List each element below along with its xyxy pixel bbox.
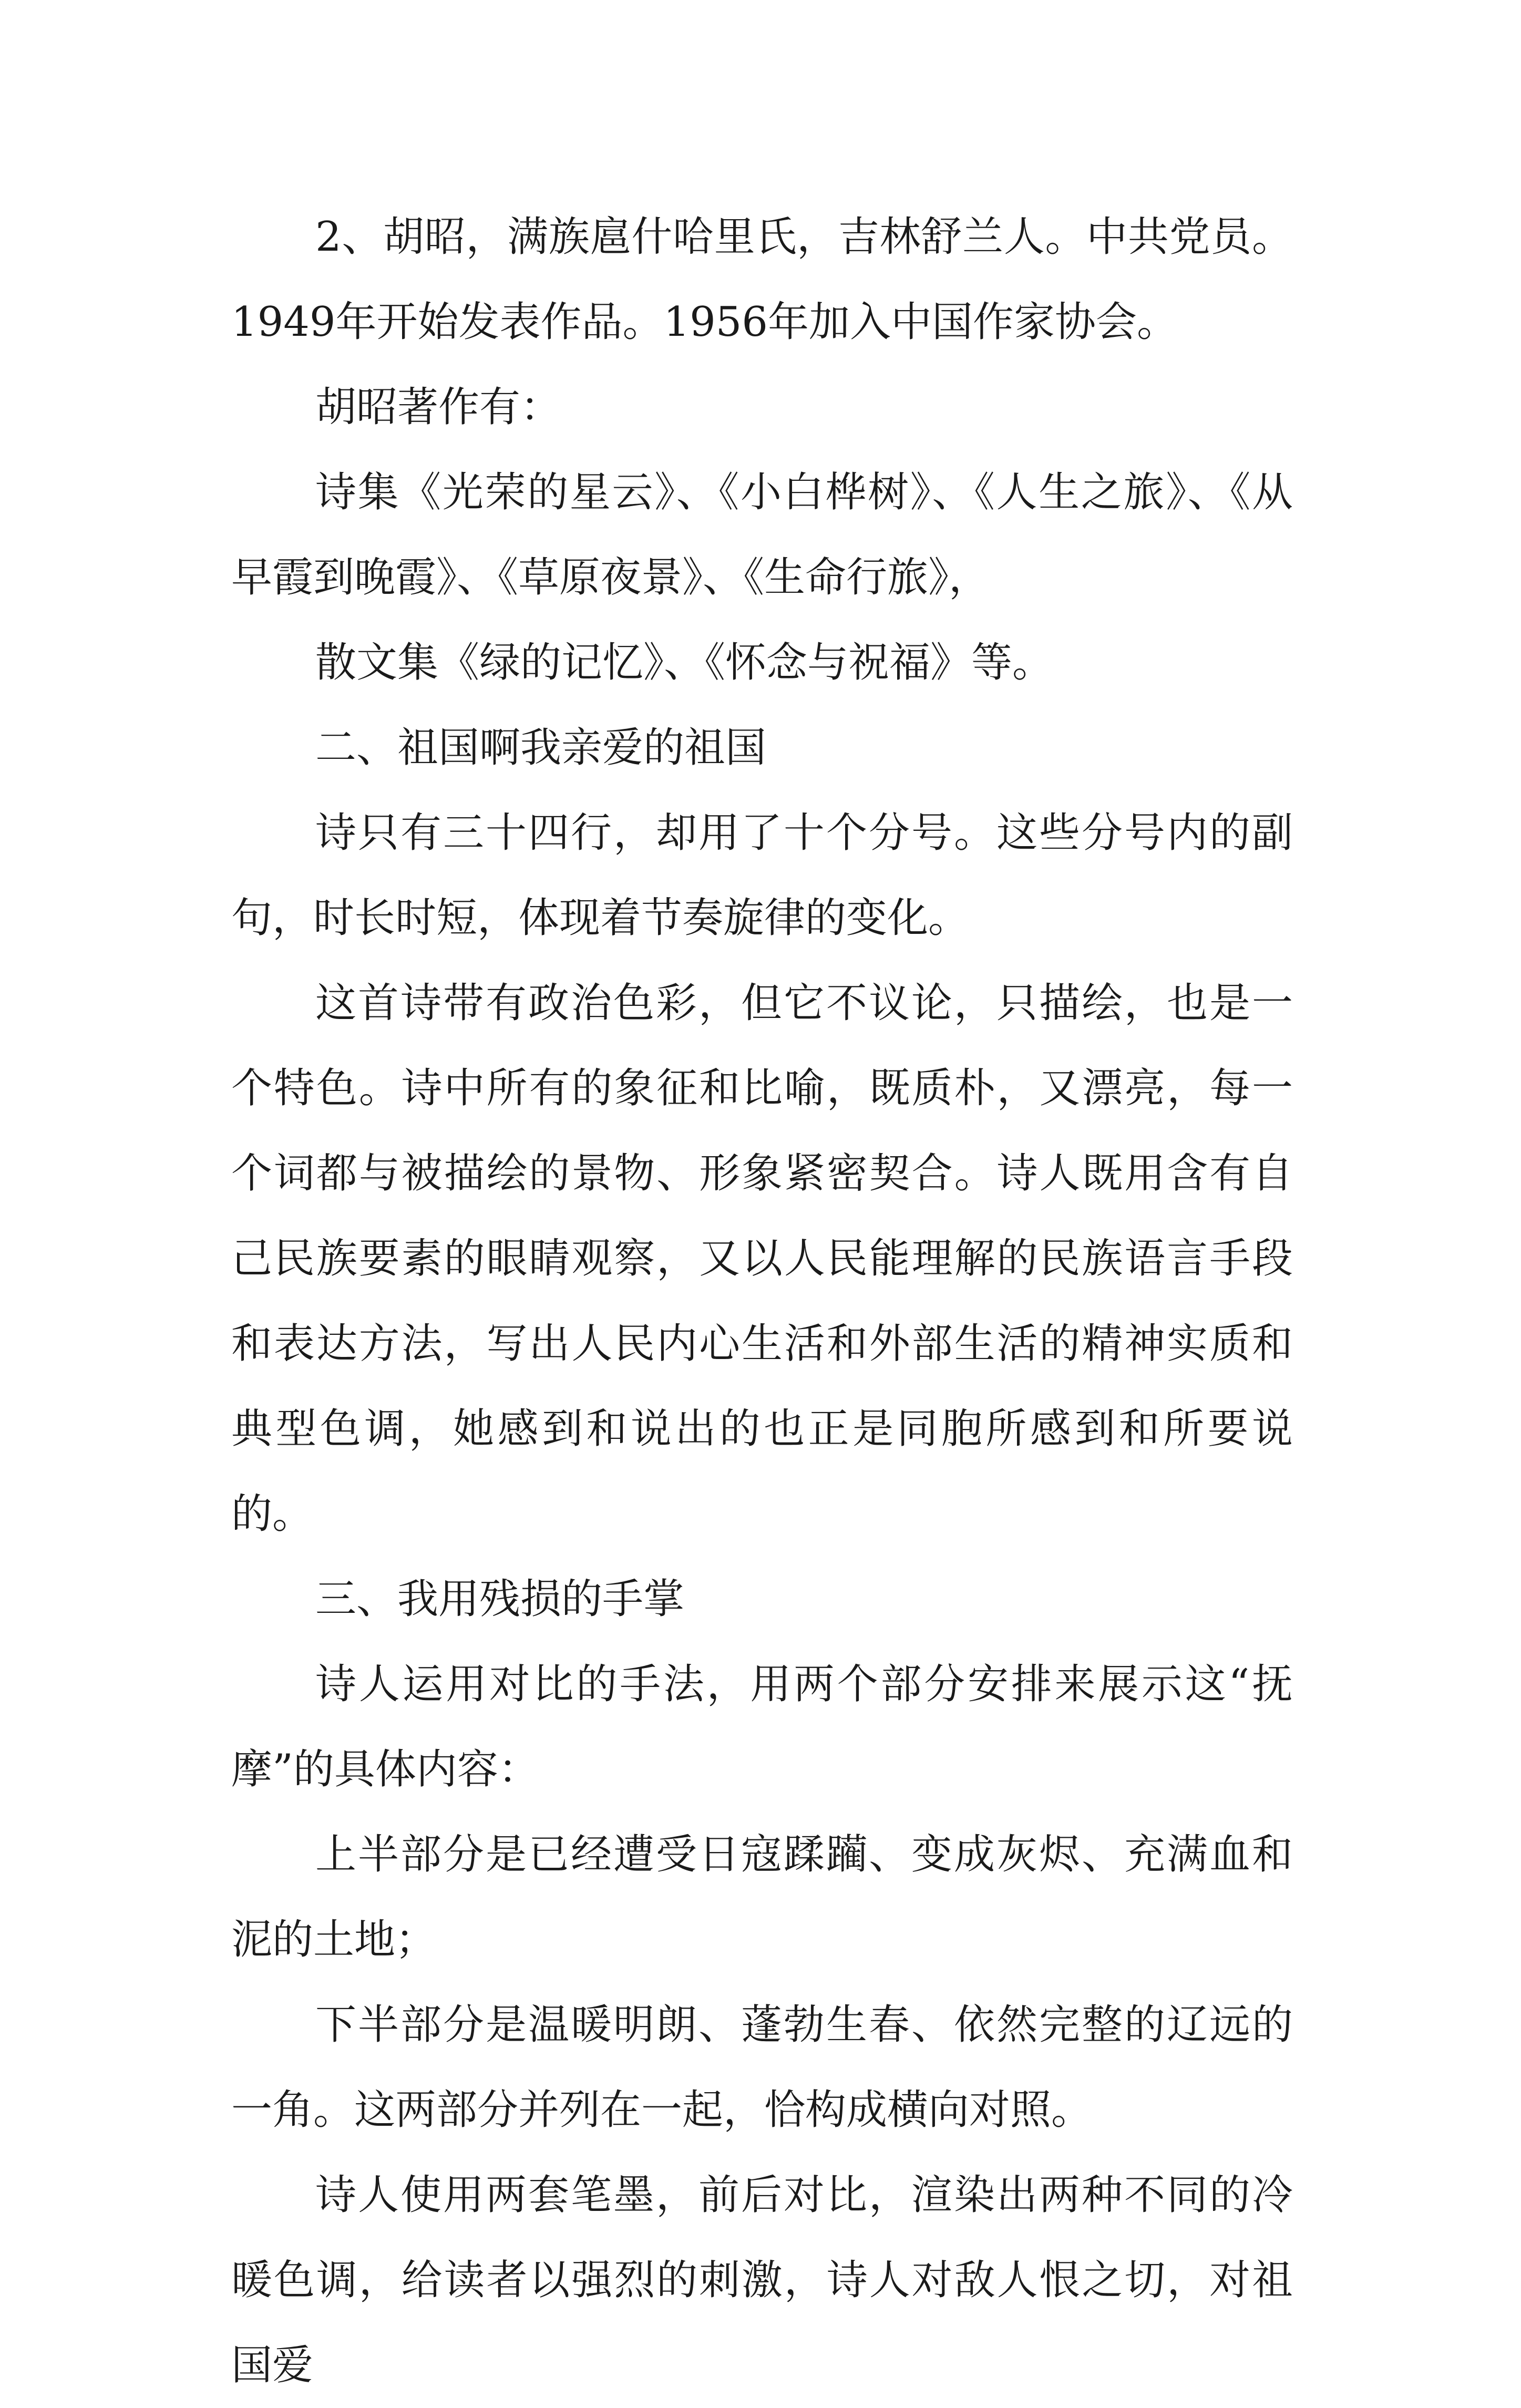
- section-heading-2: 二、祖国啊我亲爱的祖国: [315, 724, 767, 771]
- paragraph-prose-collections: 散文集《绿的记忆》、《怀念与祝福》等。: [315, 639, 1054, 686]
- paragraph-upper-half: 上半部分是已经遭受日寇蹂躏、变成灰烬、充满血和泥的土地；: [231, 1831, 1293, 1963]
- paragraph-works-heading: 胡昭著作有：: [315, 384, 562, 431]
- paragraph-contrast-method: 诗人运用对比的手法，用两个部分安排来展示这“抚摩”的具体内容：: [231, 1661, 1293, 1793]
- paragraph-semicolons: 诗只有三十四行，却用了十个分号。这些分号内的副句，时长时短，体现着节奏旋律的变化。: [231, 809, 1293, 942]
- document-body: [231, 194, 1293, 2408]
- paragraph-two-styles: 诗人使用两套笔墨，前后对比，渲染出两种不同的冷暖色调，给读者以强烈的刺激，诗人对敌人恨之切，对祖国爱: [231, 2172, 1293, 2389]
- paragraph-author-intro: 2、胡昭，满族扈什哈里氏，吉林舒兰人。中共党员。1949年开始发表作品。1956年加入中国作家协会。: [231, 213, 1293, 346]
- paragraph-lower-half: 下半部分是温暖明朗、蓬勃生春、依然完整的辽远的一角。这两部分并列在一起，恰构成横向对照。: [231, 2001, 1293, 2134]
- section-heading-3: 三、我用残损的手掌: [315, 1576, 685, 1623]
- paragraph-political-color: 这首诗带有政治色彩，但它不议论，只描绘，也是一个特色。诗中所有的象征和比喻，既质朴，又漂亮，每一个词都与被描绘的景物、形象紧密契合。诗人既用含有自己民族要素的眼睛观察，又以人民能理解的民族语言手段和表达方法，写出人民内心生活和外部生活的精神实质和典型色调，她感到和说出的也正是同胞所感到和所要说的。: [231, 980, 1293, 1538]
- paragraph-poetry-collections: 诗集《光荣的星云》、《小白桦树》、《人生之旅》、《从早霞到晚霞》、《草原夜景》、《生命行旅》，: [231, 469, 1293, 601]
